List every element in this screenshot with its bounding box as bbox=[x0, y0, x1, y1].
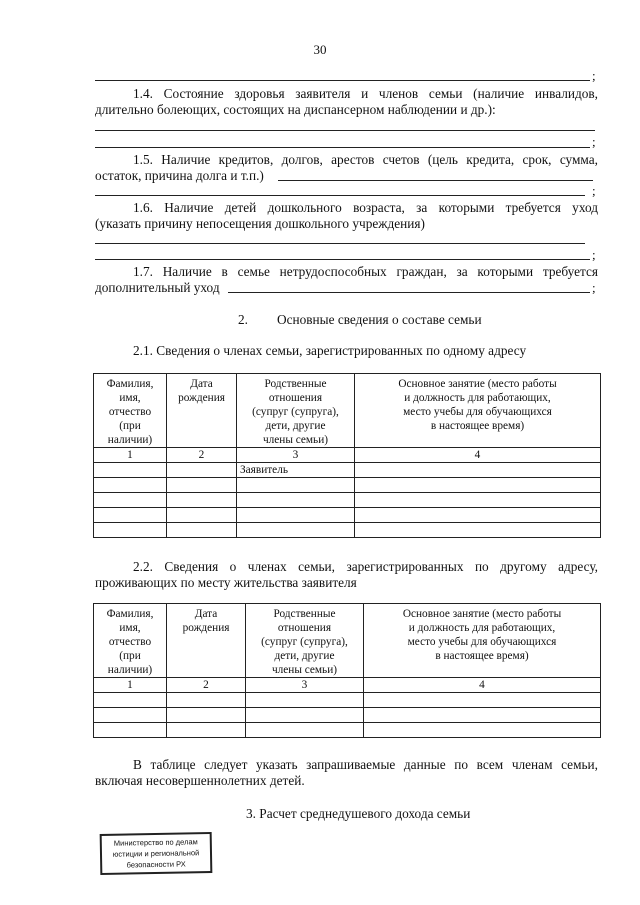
semicolon: ; bbox=[592, 68, 596, 83]
column-number: 1 bbox=[94, 678, 167, 693]
table-cell[interactable] bbox=[355, 523, 601, 538]
header-occupation: Основное занятие (место работы и должность для работающих, место учебы для обучающихся в настоящее время) bbox=[364, 604, 601, 678]
subsection-2-2-line1: 2.2. Сведения о членах семьи, зарегистрированных по другому адресу, bbox=[133, 559, 598, 574]
semicolon: ; bbox=[592, 183, 596, 198]
table-cell[interactable] bbox=[364, 723, 601, 738]
table-cell[interactable] bbox=[246, 708, 364, 723]
header-birth-date: Дата рождения bbox=[167, 374, 237, 448]
table-row bbox=[94, 693, 601, 708]
item-1-7-line2: дополнительный уход bbox=[95, 280, 220, 295]
table-cell[interactable] bbox=[167, 508, 237, 523]
table-row bbox=[94, 478, 601, 493]
page-number: 30 bbox=[313, 42, 327, 57]
table-cell[interactable] bbox=[237, 478, 355, 493]
table-cell[interactable] bbox=[167, 493, 237, 508]
item-1-5-line1: 1.5. Наличие кредитов, долгов, арестов счетов (цель кредита, срок, сумма, bbox=[133, 152, 598, 167]
fill-line bbox=[95, 243, 585, 244]
fill-line bbox=[95, 147, 590, 148]
header-relation: Родственные отношения (супруг (супруга), дети, другие члены семьи) bbox=[237, 374, 355, 448]
column-number: 4 bbox=[355, 448, 601, 463]
header-name: Фамилия, имя, отчество (при наличии) bbox=[94, 604, 167, 678]
table-cell[interactable] bbox=[167, 708, 246, 723]
column-number-row bbox=[94, 678, 601, 693]
table-header-row bbox=[94, 604, 601, 678]
table-cell[interactable] bbox=[167, 523, 237, 538]
table-row bbox=[94, 463, 601, 478]
fill-line bbox=[95, 259, 590, 260]
column-number: 3 bbox=[237, 448, 355, 463]
table-cell[interactable] bbox=[167, 463, 237, 478]
header-name: Фамилия, имя, отчество (при наличии) bbox=[94, 374, 167, 448]
table-cell[interactable] bbox=[246, 693, 364, 708]
relation-applicant: Заявитель bbox=[237, 463, 355, 478]
subsection-2-1: 2.1. Сведения о членах семьи, зарегистрированных по одному адресу bbox=[133, 343, 527, 358]
table-cell[interactable] bbox=[237, 508, 355, 523]
table-cell[interactable] bbox=[237, 493, 355, 508]
semicolon: ; bbox=[592, 280, 596, 295]
table-cell[interactable] bbox=[167, 693, 246, 708]
fill-line bbox=[95, 130, 595, 131]
column-number: 2 bbox=[167, 678, 246, 693]
table-note-line1: В таблице следует указать запрашиваемые данные по всем членам семьи, bbox=[133, 757, 598, 772]
table-row bbox=[94, 708, 601, 723]
fill-line bbox=[95, 195, 585, 196]
subsection-2-2-line2: проживающих по месту жительства заявителя bbox=[95, 575, 357, 590]
table-cell[interactable] bbox=[94, 723, 167, 738]
ministry-stamp: Министерство по делам юстиции и региональной безопасности РХ bbox=[100, 832, 213, 875]
item-1-5-line2: остаток, причина долга и т.п.) bbox=[95, 168, 264, 183]
table-header-row bbox=[94, 374, 601, 448]
family-table-same-address bbox=[93, 373, 601, 538]
header-relation: Родственные отношения (супруг (супруга), дети, другие члены семьи) bbox=[246, 604, 364, 678]
table-cell[interactable] bbox=[94, 478, 167, 493]
table-cell[interactable] bbox=[355, 493, 601, 508]
section-2-heading: Основные сведения о составе семьи bbox=[277, 312, 482, 327]
table-cell[interactable] bbox=[94, 508, 167, 523]
column-number-row bbox=[94, 448, 601, 463]
table-cell[interactable] bbox=[94, 523, 167, 538]
column-number: 1 bbox=[94, 448, 167, 463]
table-cell[interactable] bbox=[94, 693, 167, 708]
semicolon: ; bbox=[592, 247, 596, 262]
item-1-6-line2: (указать причину непосещения дошкольного учреждения) bbox=[95, 216, 425, 231]
section-2-number: 2. bbox=[238, 312, 248, 327]
fill-line bbox=[278, 180, 593, 181]
table-row bbox=[94, 508, 601, 523]
table-cell[interactable] bbox=[246, 723, 364, 738]
fill-line bbox=[228, 292, 590, 293]
fill-line bbox=[95, 80, 590, 81]
table-row bbox=[94, 723, 601, 738]
table-cell[interactable] bbox=[355, 463, 601, 478]
header-birth-date: Дата рождения bbox=[167, 604, 246, 678]
table-note-line2: включая несовершеннолетних детей. bbox=[95, 773, 305, 788]
column-number: 2 bbox=[167, 448, 237, 463]
table-cell[interactable] bbox=[94, 708, 167, 723]
section-3-heading: 3. Расчет среднедушевого дохода семьи bbox=[246, 806, 471, 821]
table-row bbox=[94, 493, 601, 508]
table-cell[interactable] bbox=[167, 478, 237, 493]
table-cell[interactable] bbox=[94, 493, 167, 508]
item-1-4-line2: длительно болеющих, состоящих на диспансерном наблюдении и др.): bbox=[95, 102, 496, 117]
family-table-other-address bbox=[93, 603, 601, 738]
table-cell[interactable] bbox=[237, 523, 355, 538]
table-cell[interactable] bbox=[364, 693, 601, 708]
semicolon: ; bbox=[592, 134, 596, 149]
item-1-6-line1: 1.6. Наличие детей дошкольного возраста, за которыми требуется уход bbox=[133, 200, 598, 215]
table-row bbox=[94, 523, 601, 538]
table-cell[interactable] bbox=[364, 708, 601, 723]
item-1-7-line1: 1.7. Наличие в семье нетрудоспособных граждан, за которыми требуется bbox=[133, 264, 598, 279]
item-1-4-line1: 1.4. Состояние здоровья заявителя и членов семьи (наличие инвалидов, bbox=[133, 86, 598, 101]
header-occupation: Основное занятие (место работы и должность для работающих, место учебы для обучающихся в настоящее время) bbox=[355, 374, 601, 448]
column-number: 3 bbox=[246, 678, 364, 693]
table-cell[interactable] bbox=[355, 478, 601, 493]
column-number: 4 bbox=[364, 678, 601, 693]
table-cell[interactable] bbox=[167, 723, 246, 738]
table-cell[interactable] bbox=[355, 508, 601, 523]
table-cell[interactable] bbox=[94, 463, 167, 478]
